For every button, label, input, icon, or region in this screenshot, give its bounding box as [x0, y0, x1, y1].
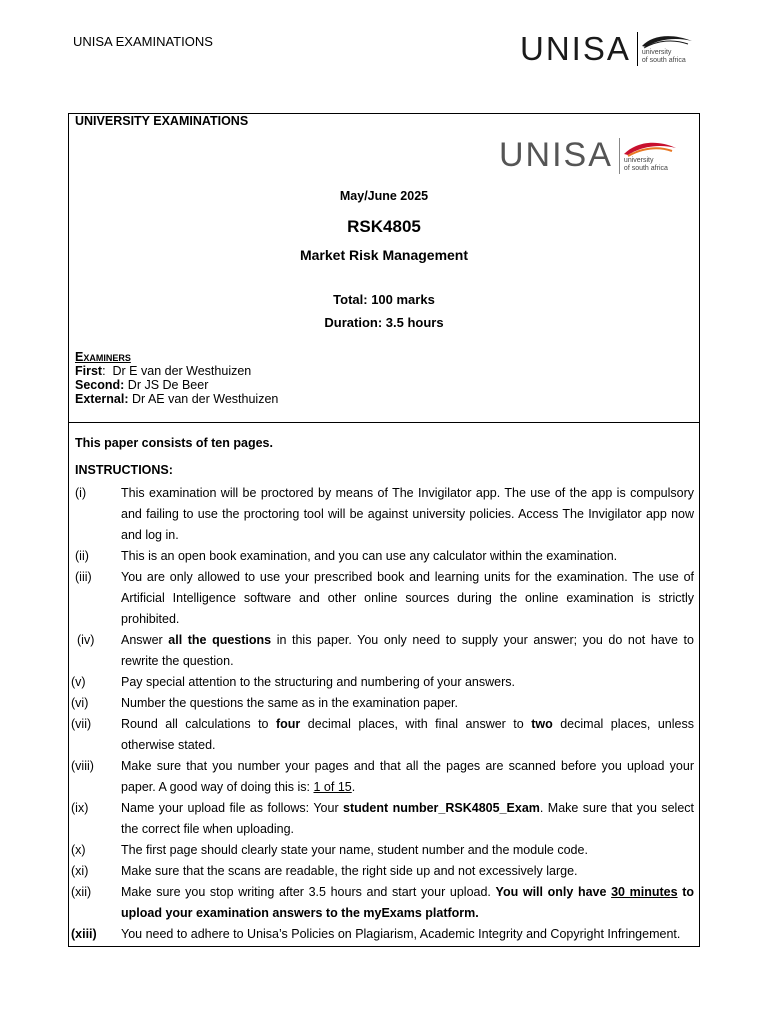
- instructions-list: [69, 483, 701, 945]
- logo-sub-sa: of south africa: [623, 164, 668, 172]
- examiner-second: Second: Dr JS De Beer: [75, 378, 209, 392]
- logo-swoosh-icon: [638, 33, 694, 49]
- logo-word: UNISA: [520, 30, 631, 67]
- instruction-item: [69, 840, 701, 861]
- logo-swoosh-icon: [620, 139, 678, 157]
- instruction-number: (i): [75, 486, 87, 500]
- instruction-number: (ii): [75, 549, 89, 563]
- instruction-text: Round all calculations to four decimal places, with final answer to two decimal places, unless otherwise stated.: [121, 717, 694, 752]
- instruction-number: (vii): [71, 717, 92, 731]
- instruction-text: Make sure that the scans are readable, the right side up and not excessively large.: [121, 864, 578, 878]
- instruction-text: Answer all the questions in this paper. You only need to supply your answer; you do not have to rewrite the question.: [121, 633, 694, 668]
- instruction-item: [69, 630, 701, 672]
- logo-mark: [620, 139, 678, 173]
- instruction-item: [69, 483, 701, 546]
- instruction-number: (iii): [75, 570, 92, 584]
- instruction-number: (iv): [77, 633, 95, 647]
- module-code: RSK4805: [347, 217, 421, 236]
- unisa-logo-header: [520, 30, 694, 68]
- instruction-number: (viii): [71, 759, 94, 773]
- instruction-item: [69, 567, 701, 630]
- instruction-item: [69, 882, 701, 924]
- examiner-external: External: Dr AE van der Westhuizen: [75, 392, 279, 406]
- instruction-item: [69, 798, 701, 840]
- instructions-heading: INSTRUCTIONS:: [75, 463, 173, 477]
- instruction-text: Make sure that you number your pages and that all the pages are scanned before you upload your paper. A good way of doing this is: 1 of 15.: [121, 759, 694, 794]
- exam-duration: Duration: 3.5 hours: [324, 315, 444, 330]
- instruction-text: You are only allowed to use your prescribed book and learning units for the examination. The use of Artificial Intelligence software and other online sources during the online examination is strictly prohibited.: [121, 570, 694, 626]
- instruction-number: (xiii): [71, 927, 97, 941]
- instruction-item: [69, 693, 701, 714]
- instruction-text: This examination will be proctored by means of The Invigilator app. The use of the app is compulsory and failing to use the proctoring tool will be against university policies. Access The Invigilator app now and log in.: [121, 486, 694, 542]
- instruction-number: (x): [71, 843, 86, 857]
- cover-box: [68, 113, 700, 423]
- instruction-item: [69, 714, 701, 756]
- instruction-number: (xi): [71, 864, 89, 878]
- examiner-first: First: Dr E van der Westhuizen: [75, 364, 252, 378]
- instruction-item: [69, 924, 701, 945]
- examiners-heading: Examiners: [75, 350, 131, 364]
- logo-sub-university: university: [641, 49, 672, 56]
- instruction-number: (ix): [71, 801, 89, 815]
- exam-date: May/June 2025: [339, 189, 429, 203]
- instruction-text: Pay special attention to the structuring and numbering of your answers.: [121, 675, 515, 689]
- instruction-item: [69, 756, 701, 798]
- header-left-text: UNISA EXAMINATIONS: [73, 34, 213, 49]
- instruction-item: [69, 672, 701, 693]
- instruction-text: Number the questions the same as in the examination paper.: [121, 696, 459, 710]
- instruction-item: [69, 546, 701, 567]
- instruction-text: You need to adhere to Unisa’s Policies on Plagiarism, Academic Integrity and Copyright Infringement.: [121, 927, 681, 941]
- university-examinations-label: UNIVERSITY EXAMINATIONS: [75, 114, 249, 128]
- pages-note: This paper consists of ten pages.: [75, 436, 273, 450]
- instructions-box: [68, 422, 700, 947]
- instruction-number: (xii): [71, 885, 92, 899]
- instruction-number: (vi): [71, 696, 89, 710]
- logo-mark: [638, 33, 694, 65]
- instruction-number: (v): [71, 675, 86, 689]
- instruction-item: [69, 861, 701, 882]
- examiners-block: [75, 350, 278, 406]
- logo-sub-sa: of south africa: [641, 57, 686, 64]
- instruction-text: Make sure you stop writing after 3.5 hours and start your upload. You will only have 30 minutes to upload your examination answers to the myExams platform.: [121, 885, 694, 920]
- logo-sub-university: university: [623, 156, 654, 164]
- total-marks: Total: 100 marks: [333, 292, 435, 307]
- instruction-text: This is an open book examination, and you can use any calculator within the examination.: [121, 549, 618, 563]
- unisa-logo-cover: [499, 136, 678, 175]
- module-title: Market Risk Management: [299, 247, 469, 263]
- logo-word: UNISA: [499, 136, 613, 174]
- instruction-text: Name your upload file as follows: Your student number_RSK4805_Exam. Make sure that you select the correct file when uploading.: [121, 801, 694, 836]
- instruction-text: The first page should clearly state your name, student number and the module code.: [121, 843, 588, 857]
